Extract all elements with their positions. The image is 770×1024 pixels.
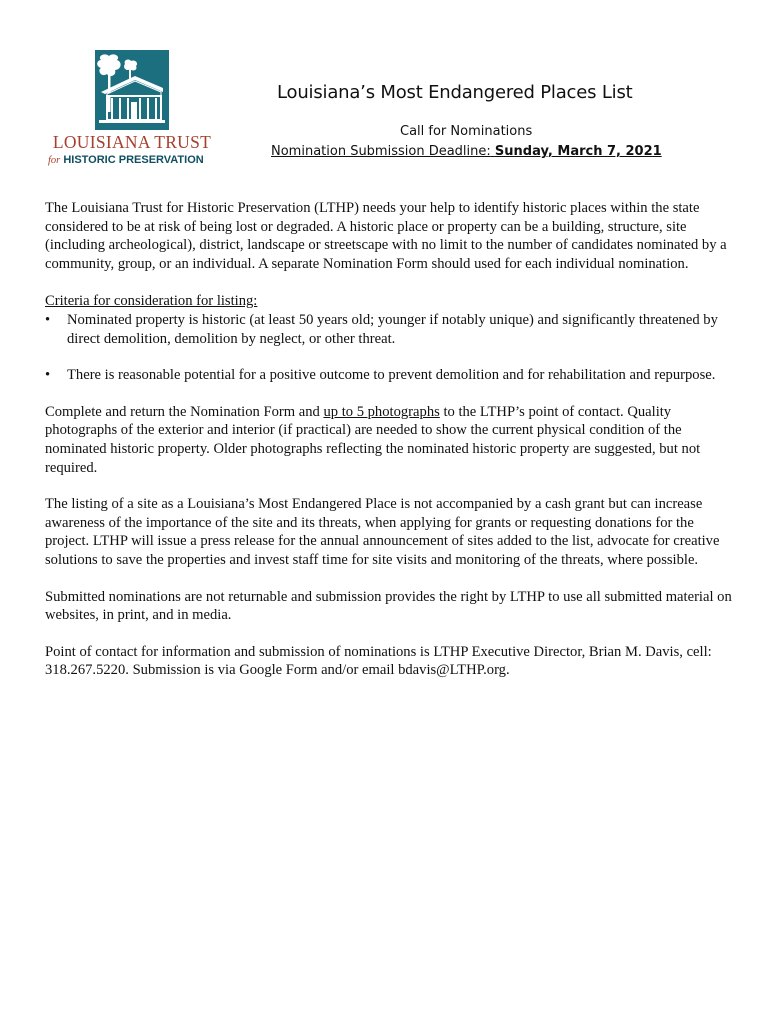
submission-deadline [271, 144, 662, 159]
photographs-limit: up to 5 photographs [323, 403, 440, 420]
page-title: Louisiana’s Most Endangered Places List [277, 82, 633, 103]
historic-house-logo-icon [95, 50, 169, 130]
criteria-item: • There is reasonable potential for a positive outcome to prevent demolition and for rehabilitation and repurpose. [45, 366, 735, 385]
logo-sub-for: for [48, 155, 61, 166]
criteria-heading: Criteria for consideration for listing: [45, 293, 258, 310]
criteria-list [45, 311, 735, 385]
logo-sub-rest: HISTORIC PRESERVATION [63, 154, 204, 166]
complete-text-after: to the LTHP’s point of contact. Quality photographs of the exterior and interior (if practical) are needed to show the current physical condition of the nominated historic property. Older photographs reflecting the nominated historic property are suggested, but not required. [45, 403, 701, 476]
contact-paragraph: Point of contact for information and submission of nominations is LTHP Executive Director, Brian M. Davis, cell: 318.267.5220. Submission is via Google Form and/or email bdavis@LTHP.org. [45, 643, 712, 679]
logo-subtitle [48, 154, 224, 166]
organization-logo [44, 48, 220, 172]
intro-paragraph: The Louisiana Trust for Historic Preservation (LTHP) needs your help to identify historic places within the state considered to be at risk of being lost or degraded. A historic place or property can be a building, structure, site (including archeological), district, landscape or streetscape with no limit to the number of candidates nominated by a community, group, or an individual. A separate Nomination Form should used for each individual nomination. [45, 200, 727, 272]
deadline-date: Sunday, March 7, 2021 [494, 144, 662, 159]
complete-text-before: Complete and return the Nomination Form and [45, 403, 324, 420]
submitted-paragraph: Submitted nominations are not returnable and submission provides the right by LTHP to use all submitted material on websites, in print, and in media. [45, 588, 732, 624]
complete-paragraph [45, 403, 735, 477]
document-body [45, 199, 735, 680]
deadline-label: Nomination Submission Deadline: [271, 144, 491, 159]
criteria-item: • Nominated property is historic (at least 50 years old; younger if notably unique) and significantly threatened by direct demolition, demolition by neglect, or other threat. [45, 311, 735, 348]
call-for-nominations: Call for Nominations [400, 124, 533, 139]
listing-paragraph: The listing of a site as a Louisiana’s Most Endangered Place is not accompanied by a cash grant but can increase awareness of the importance of the site and its threats, when applying for grants or requesting donations for the project. LTHP will issue a press release for the annual announcement of sites added to the list, advocate for creative solutions to save the properties and invest staff time for site visits and monitoring of the threats, where possible. [45, 496, 720, 568]
logo-name: LOUISIANA TRUST [52, 132, 212, 152]
